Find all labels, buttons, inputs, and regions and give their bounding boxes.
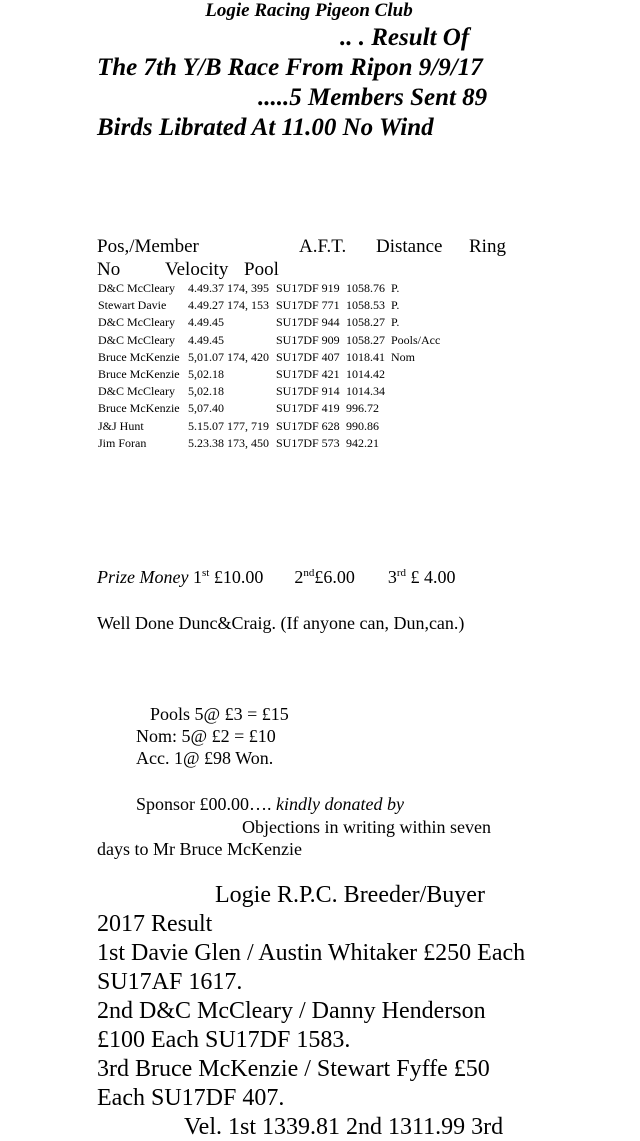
col-ring: Ring [469, 236, 506, 257]
cell-aft: 5.23.38 [188, 435, 224, 450]
results-table [0, 280, 640, 455]
cell-velocity: 1058.27 [346, 315, 385, 330]
col-pool: Pool [244, 259, 279, 280]
cell-ring: SU17DF 914 [276, 384, 340, 399]
cell-pool: P. [391, 315, 400, 330]
cell-pool: Pools/Acc [391, 332, 441, 347]
cell-aft: 4.49.45 [188, 332, 224, 347]
cell-pool: P. [391, 298, 400, 313]
cell-aft: 5,02.18 [188, 367, 224, 381]
breeder-line4: 2nd D&C McCleary / Danny Henderson [97, 998, 486, 1024]
cell-velocity: 1058.53 [346, 298, 385, 313]
table-row [0, 366, 640, 383]
cell-member: D&C McCleary [98, 281, 175, 295]
cell-velocity: 1058.27 [346, 332, 385, 347]
table-row [0, 418, 640, 435]
cell-member: D&C McCleary [98, 384, 175, 399]
cell-ring: SU17DF 421 [276, 367, 340, 381]
cell-aft: 5,01.07 [188, 349, 224, 364]
cell-aft: 4.49.45 [188, 315, 224, 330]
cell-distance: 173, 450 [227, 435, 269, 450]
cell-aft: 5,07.40 [188, 401, 224, 416]
cell-ring: SU17DF 573 [276, 435, 340, 450]
prize-money [97, 567, 455, 588]
breeder-line3: SU17AF 1617. [97, 969, 243, 995]
cell-member: D&C McCleary [98, 332, 175, 347]
cell-velocity: 942.21 [346, 435, 379, 450]
cell-velocity: 996.72 [346, 401, 379, 416]
cell-pool: P. [391, 281, 400, 295]
objections-line2: days to Mr Bruce McKenzie [97, 839, 302, 859]
cell-ring: SU17DF 419 [276, 401, 340, 416]
well-done-text: Well Done Dunc&Craig. (If anyone can, Dun,can.) [97, 613, 465, 633]
col-velocity: Velocity [165, 259, 229, 280]
breeder-line1: 2017 Result [97, 911, 213, 937]
sponsor-line: Sponsor £00.00…. kindly donated by [136, 794, 404, 814]
cell-velocity: 990.86 [346, 418, 379, 433]
cell-aft: 4.49.27 [188, 298, 224, 313]
cell-ring: SU17DF 628 [276, 418, 340, 433]
prize-first: 1st £10.00 [192, 567, 264, 587]
prize-third: 3rd £ 4.00 [387, 567, 456, 587]
table-row [0, 349, 640, 366]
cell-pool: Nom [391, 349, 415, 364]
heading-line2: The 7th Y/B Race From Ripon 9/9/17 [97, 54, 483, 81]
breeder-title: Logie R.P.C. Breeder/Buyer [215, 882, 485, 908]
cell-member: Bruce McKenzie [98, 349, 180, 364]
table-row [0, 400, 640, 417]
cell-distance: 174, 395 [227, 281, 269, 295]
col-distance: Distance [376, 236, 443, 257]
cell-distance: 174, 420 [227, 349, 269, 364]
prize-label: Prize Money [97, 567, 189, 587]
breeder-line7: Each SU17DF 407. [97, 1085, 285, 1111]
table-row [0, 383, 640, 400]
cell-ring: SU17DF 909 [276, 332, 340, 347]
cell-member: D&C McCleary [98, 315, 175, 330]
cell-velocity: 1058.76 [346, 281, 385, 295]
table-row [0, 280, 640, 297]
col-no: No [97, 259, 121, 280]
breeder-line8: Vel. 1st 1339.81 2nd 1311.99 3rd [184, 1114, 504, 1140]
cell-ring: SU17DF 771 [276, 298, 340, 313]
heading-line1: .. . Result Of [340, 24, 470, 51]
breeder-line6: 3rd Bruce McKenzie / Stewart Fyffe £50 [97, 1056, 490, 1082]
col-pos-member: Pos,/Member [97, 236, 199, 257]
objections-line1: Objections in writing within seven [242, 817, 491, 837]
acc-line: Acc. 1@ £98 Won. [136, 748, 274, 768]
cell-distance: 177, 719 [227, 418, 269, 433]
cell-member: Jim Foran [98, 435, 147, 450]
cell-aft: 4.49.37 [188, 281, 224, 295]
pools-line: Pools 5@ £3 = £15 [150, 704, 289, 724]
cell-velocity: 1014.34 [346, 384, 385, 399]
nom-line: Nom: 5@ £2 = £10 [136, 726, 276, 746]
cell-member: Bruce McKenzie [98, 401, 180, 416]
cell-ring: SU17DF 944 [276, 315, 340, 330]
cell-aft: 5.15.07 [188, 418, 224, 433]
table-row [0, 297, 640, 314]
club-name: Logie Racing Pigeon Club [205, 0, 413, 21]
cell-ring: SU17DF 919 [276, 281, 340, 295]
heading-line4: Birds Librated At 11.00 No Wind [97, 114, 434, 141]
cell-velocity: 1014.42 [346, 367, 385, 381]
cell-member: Stewart Davie [98, 298, 167, 313]
cell-velocity: 1018.41 [346, 349, 385, 364]
col-aft: A.F.T. [299, 236, 347, 257]
table-row [0, 314, 640, 331]
cell-aft: 5,02.18 [188, 384, 224, 399]
breeder-line2: 1st Davie Glen / Austin Whitaker £250 Each [97, 940, 526, 966]
cell-distance: 174, 153 [227, 298, 269, 313]
cell-member: Bruce McKenzie [98, 367, 180, 381]
cell-ring: SU17DF 407 [276, 349, 340, 364]
table-row [0, 435, 640, 452]
heading-line3: .....5 Members Sent 89 [258, 84, 488, 111]
prize-second: 2nd£6.00 [294, 567, 355, 587]
cell-member: J&J Hunt [98, 418, 144, 433]
breeder-line5: £100 Each SU17DF 1583. [97, 1027, 351, 1053]
table-row [0, 332, 640, 349]
